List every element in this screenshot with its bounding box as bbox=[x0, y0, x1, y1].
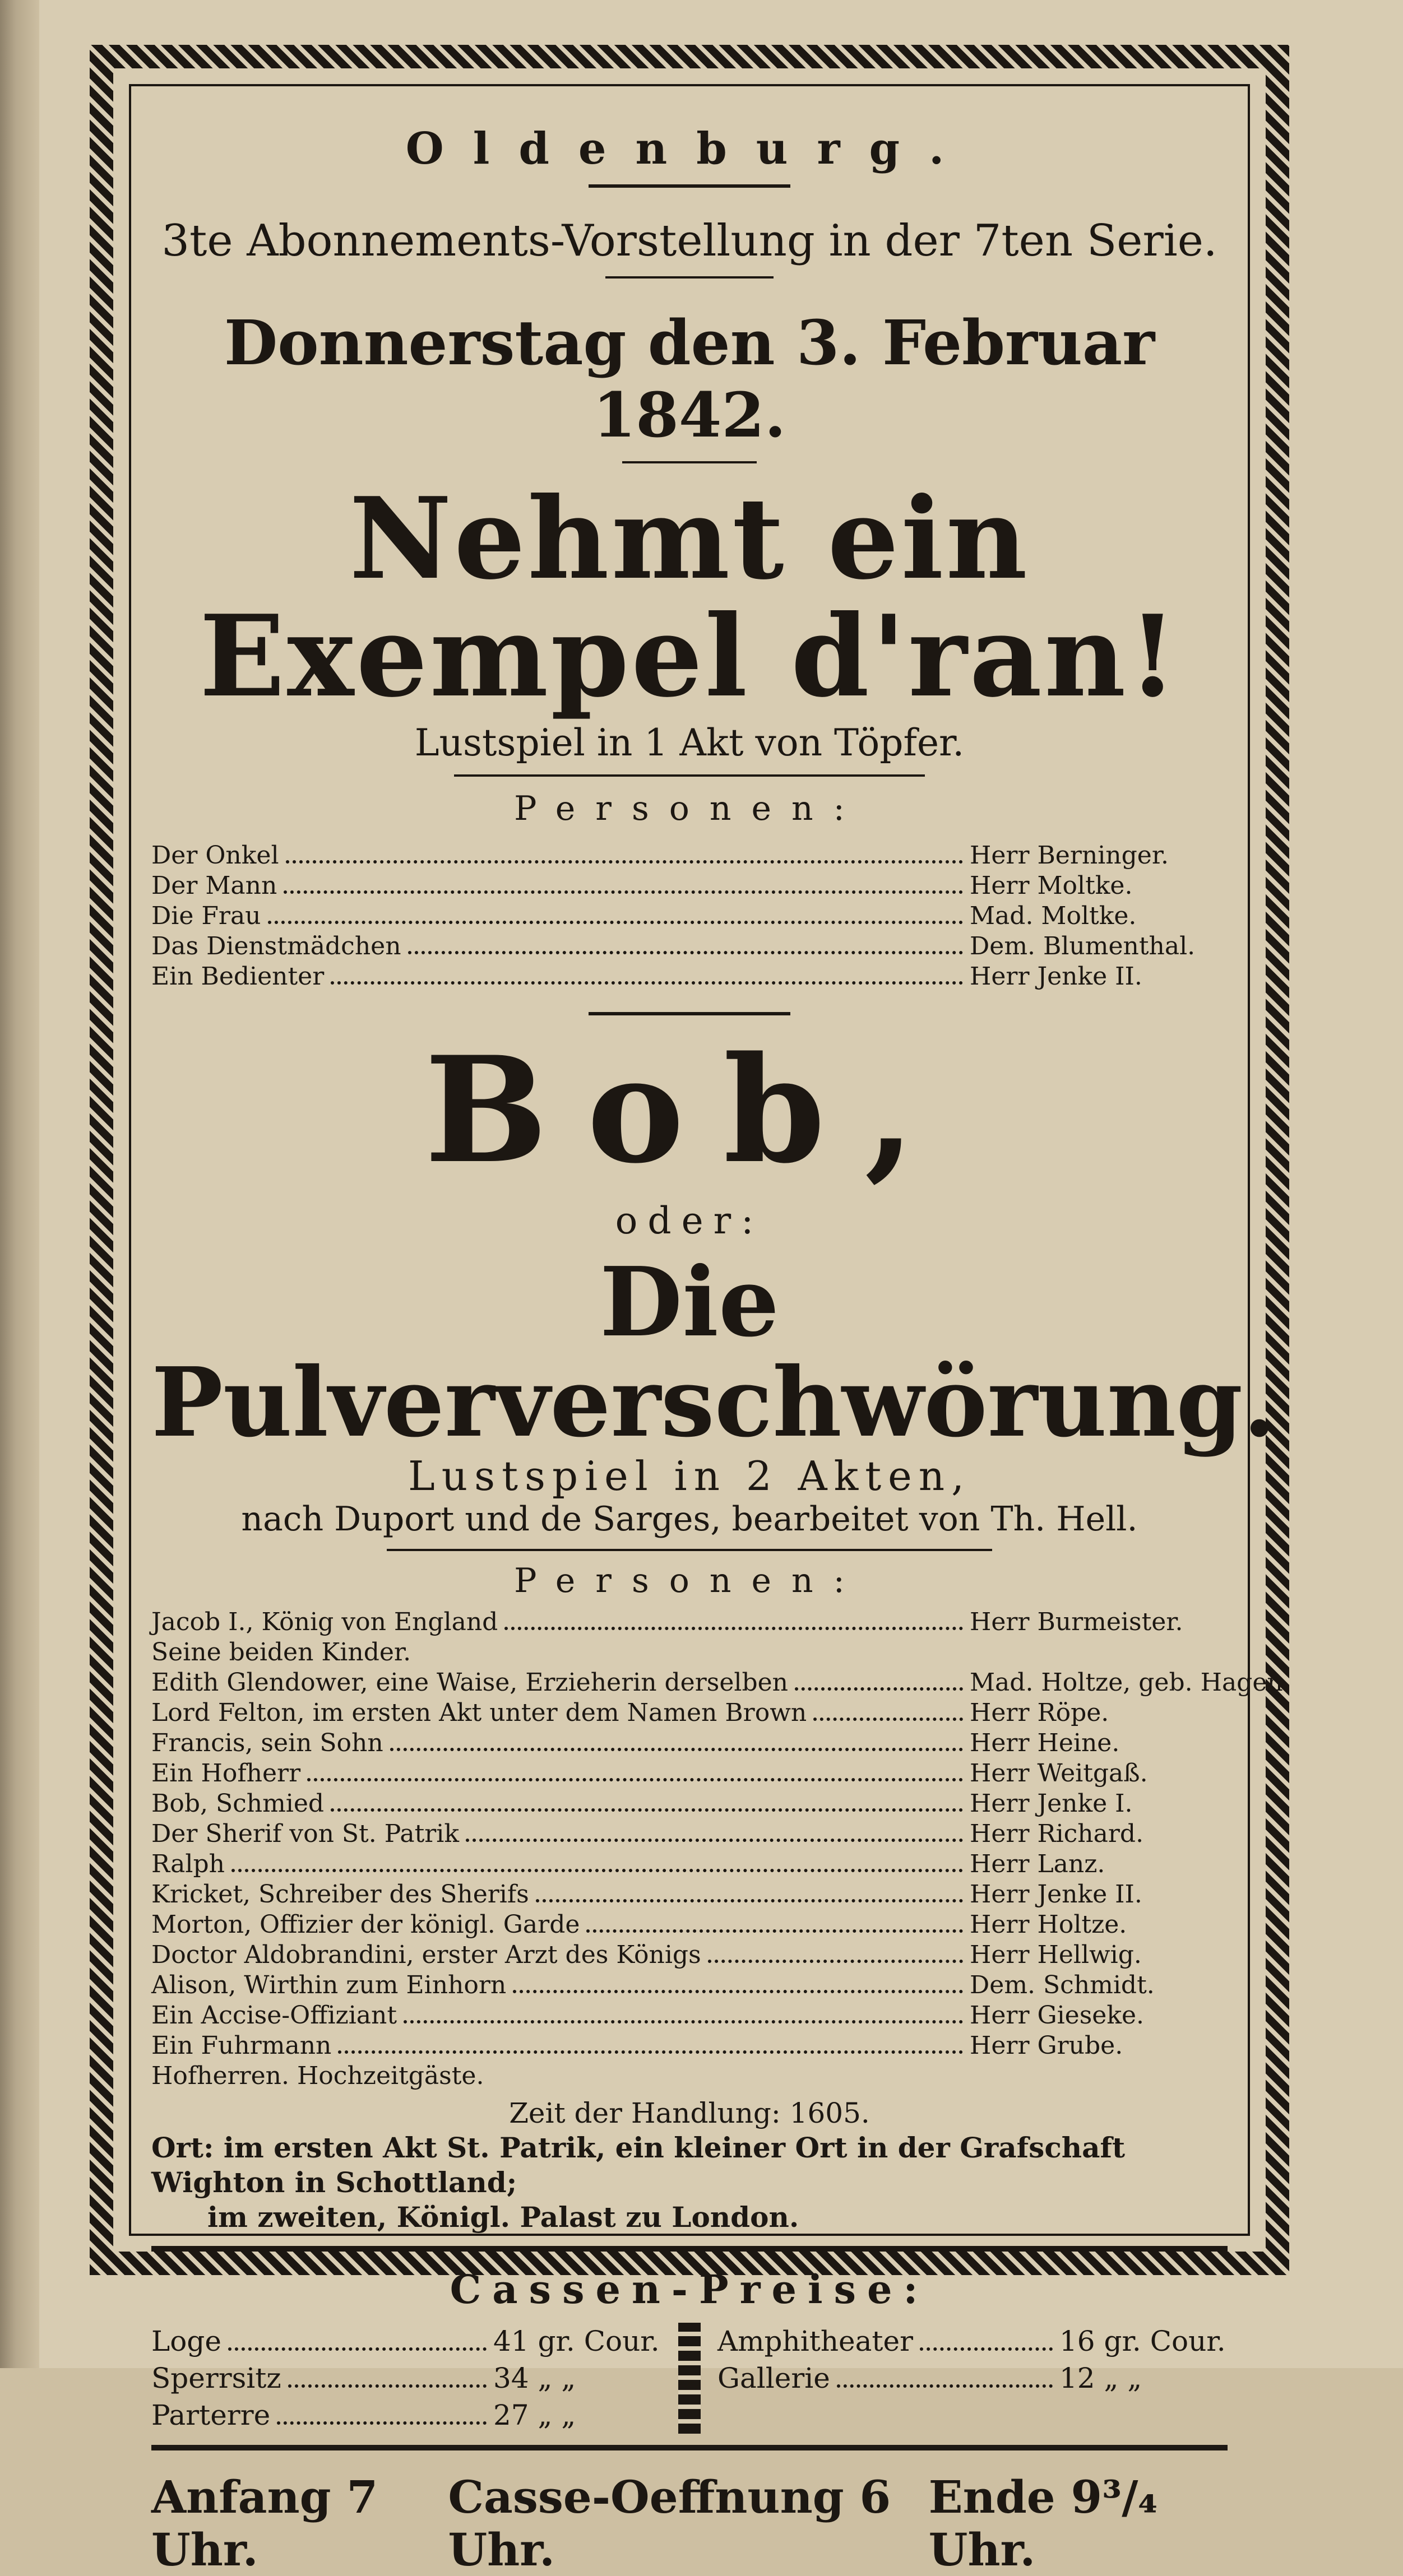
actor: Herr Holtze. bbox=[970, 1910, 1127, 1939]
price-row bbox=[717, 2323, 1228, 2360]
actor: Mad. Moltke. bbox=[970, 902, 1137, 930]
role: Der Onkel bbox=[151, 841, 279, 870]
divider bbox=[605, 276, 774, 279]
series-line: 3te Abonnements-Vorstellung in der 7ten Serie. bbox=[161, 216, 1217, 266]
dot-leader bbox=[837, 2384, 1053, 2388]
cast-row bbox=[151, 1910, 1228, 1940]
role: Lord Felton, im ersten Akt unter dem Namen Brown bbox=[151, 1698, 807, 1727]
actor: Herr Jenke II. bbox=[970, 962, 1142, 991]
ornament-divider bbox=[678, 2323, 701, 2434]
price-row bbox=[151, 2360, 661, 2397]
dot-leader bbox=[228, 2347, 487, 2351]
ornament-rule bbox=[589, 1012, 790, 1015]
cast-row bbox=[151, 2031, 1228, 2061]
dot-leader bbox=[404, 2020, 963, 2023]
actor: Herr Röpe. bbox=[970, 1698, 1109, 1727]
actor: Herr Weitgaß. bbox=[970, 1759, 1148, 1788]
cast-row bbox=[151, 2001, 1228, 2031]
play1-cast-list bbox=[151, 841, 1228, 992]
actor: Herr Jenke I. bbox=[970, 1789, 1133, 1818]
dot-leader bbox=[288, 2384, 487, 2388]
cast-row bbox=[151, 841, 1228, 871]
role: Morton, Offizier der königl. Garde bbox=[151, 1910, 580, 1939]
role: Francis, sein Sohn bbox=[151, 1729, 383, 1757]
role: Alison, Wirthin zum Einhorn bbox=[151, 1971, 507, 1999]
play1-persons-heading: Personen: bbox=[514, 789, 865, 828]
seat-price: 41 gr. Cour. bbox=[493, 2325, 660, 2357]
divider bbox=[622, 461, 757, 463]
cast-row bbox=[151, 1940, 1228, 1970]
cast-row bbox=[151, 1637, 1228, 1668]
actor: Herr Gieseke. bbox=[970, 2001, 1145, 2030]
price-row bbox=[151, 2323, 661, 2360]
book-gutter bbox=[0, 0, 39, 2368]
cast-row bbox=[151, 1758, 1228, 1789]
cast-row bbox=[151, 962, 1228, 992]
cast-row bbox=[151, 1698, 1228, 1728]
actor: Herr Richard. bbox=[970, 1820, 1144, 1848]
seat-label: Loge bbox=[151, 2325, 221, 2357]
role: Der Mann bbox=[151, 871, 277, 900]
prices-heading: Cassen-Preise: bbox=[450, 2266, 929, 2313]
place-line-2: im zweiten, Königl. Palast zu London. bbox=[207, 2201, 799, 2234]
cast-row bbox=[151, 1607, 1228, 1637]
box-office-time: Casse-Oeffnung 6 Uhr. bbox=[448, 2471, 891, 2576]
dot-leader bbox=[513, 1990, 963, 1993]
cast-row bbox=[151, 1970, 1228, 2001]
city-heading: Oldenburg. bbox=[405, 123, 974, 174]
actor: Dem. Blumenthal. bbox=[970, 932, 1196, 960]
seat-label: Sperrsitz bbox=[151, 2362, 281, 2394]
role: Das Dienstmädchen bbox=[151, 932, 401, 960]
dot-leader bbox=[277, 2421, 487, 2425]
role: Die Frau bbox=[151, 902, 261, 930]
dot-leader bbox=[390, 1748, 963, 1751]
actor: Herr Heine. bbox=[970, 1729, 1120, 1757]
price-column-left bbox=[151, 2323, 661, 2434]
play2-adaptation: nach Duport und de Sarges, bearbeitet von Th. Hell. bbox=[241, 1500, 1138, 1539]
times-line bbox=[151, 2471, 1228, 2576]
seat-price: 27 „ „ bbox=[493, 2399, 576, 2431]
play1-subtitle: Lustspiel in 1 Akt von Töpfer. bbox=[414, 721, 965, 764]
actor: Herr Burmeister. bbox=[970, 1608, 1183, 1636]
dot-leader bbox=[268, 921, 963, 924]
role: Bob, Schmied bbox=[151, 1789, 325, 1818]
cast-row bbox=[151, 931, 1228, 962]
play2-oder: oder: bbox=[615, 1199, 764, 1242]
seat-label: Parterre bbox=[151, 2399, 271, 2431]
seat-price: 16 gr. Cour. bbox=[1059, 2325, 1226, 2357]
cast-row bbox=[151, 1789, 1228, 1819]
dot-leader bbox=[307, 1778, 963, 1781]
seat-label: Amphitheater bbox=[717, 2325, 913, 2357]
cast-row bbox=[151, 2061, 1228, 2091]
dot-leader bbox=[338, 2050, 963, 2054]
role: Der Sherif von St. Patrik bbox=[151, 1820, 460, 1848]
actor: Dem. Schmidt. bbox=[970, 1971, 1155, 1999]
cast-row bbox=[151, 1879, 1228, 1910]
heavy-rule bbox=[151, 2246, 1228, 2252]
dot-leader bbox=[795, 1687, 963, 1691]
time-of-action: Zeit der Handlung: 1605. bbox=[509, 2097, 870, 2129]
cast-row bbox=[151, 1849, 1228, 1879]
cast-row bbox=[151, 1819, 1228, 1849]
place-line-1: Ort: im ersten Akt St. Patrik, ein kleiner Ort in der Grafschaft Wighton in Schottland; bbox=[151, 2131, 1126, 2199]
seat-price: 34 „ „ bbox=[493, 2362, 576, 2394]
price-row bbox=[151, 2397, 661, 2434]
role: Ein Accise-Offiziant bbox=[151, 2001, 397, 2030]
dot-leader bbox=[536, 1899, 963, 1902]
play2-subtitle: Lustspiel in 2 Akten, bbox=[408, 1452, 971, 1500]
actor: Herr Berninger. bbox=[970, 841, 1169, 870]
seat-label: Gallerie bbox=[717, 2362, 830, 2394]
playbill-content bbox=[151, 112, 1291, 2576]
cast-row bbox=[151, 901, 1228, 931]
role: Edith Glendower, eine Waise, Erzieherin derselben bbox=[151, 1668, 788, 1697]
performance-date: Donnerstag den 3. Februar 1842. bbox=[224, 307, 1155, 451]
ornament-rule bbox=[589, 184, 790, 188]
price-table bbox=[151, 2323, 1228, 2434]
dot-leader bbox=[586, 1929, 963, 1933]
dot-leader bbox=[466, 1839, 963, 1842]
cast-row bbox=[151, 1728, 1228, 1758]
play2-cast-list bbox=[151, 1607, 1291, 2091]
actor: Herr Lanz. bbox=[970, 1850, 1105, 1878]
actor: Herr Jenke II. bbox=[970, 1880, 1142, 1909]
dot-leader bbox=[284, 890, 963, 894]
dot-leader bbox=[331, 981, 963, 985]
price-column-right bbox=[717, 2323, 1228, 2434]
dot-leader bbox=[920, 2347, 1053, 2351]
cast-row bbox=[151, 871, 1228, 901]
seat-price: 12 „ „ bbox=[1059, 2362, 1142, 2394]
dot-leader bbox=[813, 1718, 963, 1721]
dot-leader bbox=[708, 1960, 963, 1963]
role: Ein Hofherr bbox=[151, 1759, 301, 1788]
play1-title: Nehmt ein Exempel d'ran! bbox=[199, 473, 1180, 722]
heavy-rule bbox=[151, 2445, 1228, 2450]
divider bbox=[454, 774, 925, 777]
price-row bbox=[717, 2360, 1228, 2397]
actor: Herr Moltke. bbox=[970, 871, 1133, 900]
dot-leader bbox=[331, 1808, 963, 1812]
end-time: Ende 9³/₄ Uhr. bbox=[928, 2471, 1158, 2576]
divider bbox=[387, 1549, 992, 1551]
cast-row bbox=[151, 1668, 1291, 1698]
play2-alt-title: Die Pulververschwörung. bbox=[151, 1246, 1276, 1459]
role: Hofherren. Hochzeitgäste. bbox=[151, 2062, 484, 2090]
dot-leader bbox=[231, 1869, 963, 1872]
role: Ein Bedienter bbox=[151, 962, 325, 991]
actor: Herr Grube. bbox=[970, 2031, 1123, 2060]
dot-leader bbox=[408, 951, 963, 954]
role: Doctor Aldobrandini, erster Arzt des Königs bbox=[151, 1941, 701, 1969]
play2-title: Bob, bbox=[424, 1025, 955, 1196]
start-time: Anfang 7 Uhr. bbox=[151, 2471, 378, 2576]
role: Seine beiden Kinder. bbox=[151, 1638, 411, 1667]
dot-leader bbox=[504, 1627, 963, 1630]
actor: Mad. Holtze, geb. Hagen. bbox=[970, 1668, 1291, 1697]
role: Jacob I., König von England bbox=[151, 1608, 498, 1636]
role: Ralph bbox=[151, 1850, 225, 1878]
role: Kricket, Schreiber des Sherifs bbox=[151, 1880, 529, 1909]
dot-leader bbox=[286, 860, 963, 864]
role: Ein Fuhrmann bbox=[151, 2031, 332, 2060]
actor: Herr Hellwig. bbox=[970, 1941, 1142, 1969]
play2-persons-heading: Personen: bbox=[514, 1561, 865, 1600]
